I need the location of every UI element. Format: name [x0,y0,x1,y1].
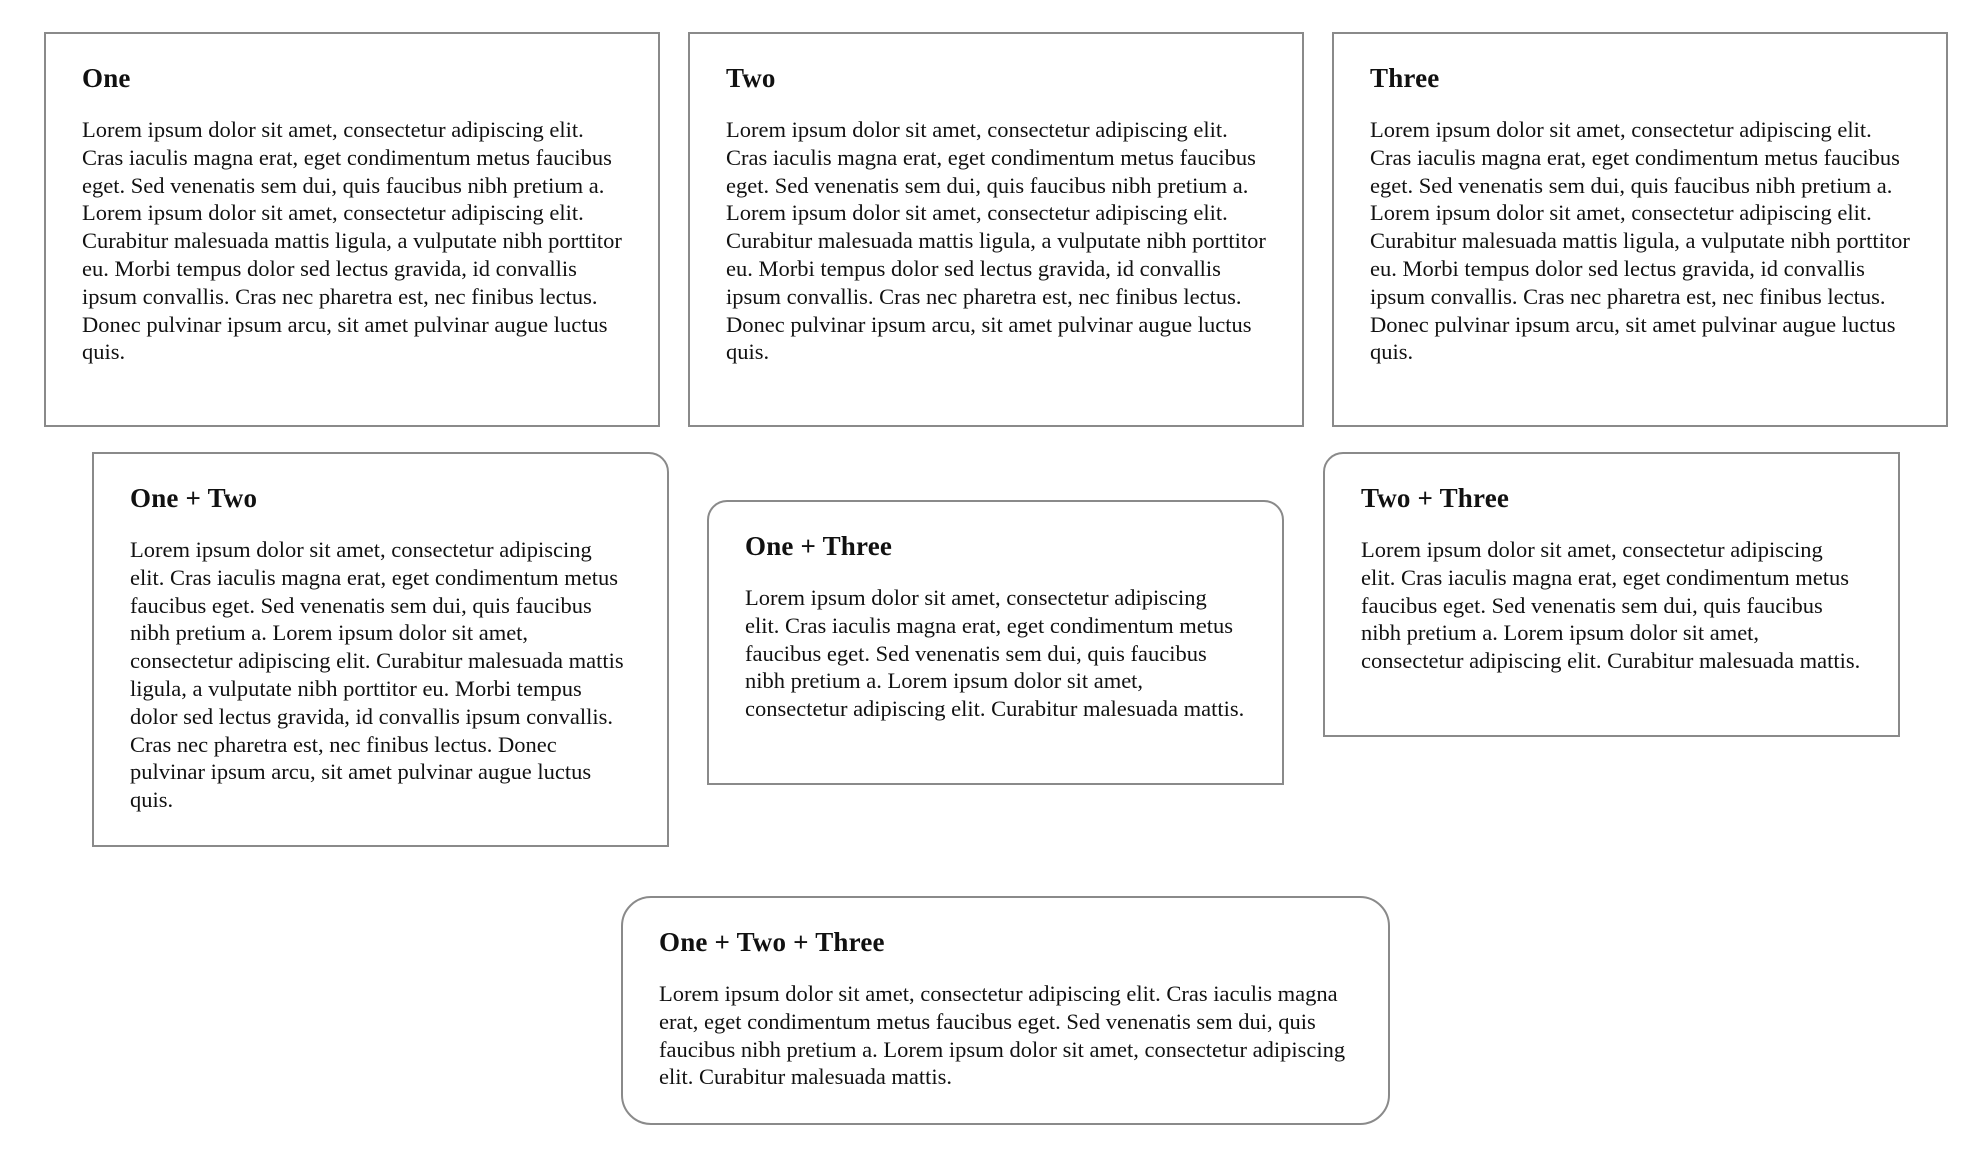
card-body: Lorem ipsum dolor sit amet, consectetur adipiscing elit. Cras iaculis magna erat, eget condimentum metus faucibus eget. Sed venenatis sem dui, quis faucibus nibh pretium a. Lorem ipsum dolor sit amet, consectetur adipiscing elit. Curabitur malesuada mattis ligula, a vulputate nibh porttitor eu. Morbi tempus dolor sed lectus gravida, id convallis ipsum convallis. Cras nec pharetra est, nec finibus lectus. Donec pulvinar ipsum arcu, sit amet pulvinar augue luctus quis. [82,117,622,365]
card-title: One + Two + Three [659,927,885,957]
card-two [688,32,1304,427]
card-one-two [92,452,669,847]
card-body: Lorem ipsum dolor sit amet, consectetur adipiscing elit. Cras iaculis magna erat, eget condimentum metus faucibus eget. Sed venenatis sem dui, quis faucibus nibh pretium a. Lorem ipsum dolor sit amet, consectetur adipiscing elit. Curabitur malesuada mattis. [659,981,1346,1090]
card-title: Two [726,63,776,93]
card-one-two-three [621,896,1390,1125]
card-one [44,32,660,427]
card-one-three [707,500,1284,785]
card-title: Three [1370,63,1440,93]
card-three [1332,32,1948,427]
card-body: Lorem ipsum dolor sit amet, consectetur adipiscing elit. Cras iaculis magna erat, eget condimentum metus faucibus eget. Sed venenatis sem dui, quis faucibus nibh pretium a. Lorem ipsum dolor sit amet, consectetur adipiscing elit. Curabitur malesuada mattis ligula, a vulputate nibh porttitor eu. Morbi tempus dolor sed lectus gravida, id convallis ipsum convallis. Cras nec pharetra est, nec finibus lectus. Donec pulvinar ipsum arcu, sit amet pulvinar augue luctus quis. [130,537,624,813]
card-body: Lorem ipsum dolor sit amet, consectetur adipiscing elit. Cras iaculis magna erat, eget condimentum metus faucibus eget. Sed venenatis sem dui, quis faucibus nibh pretium a. Lorem ipsum dolor sit amet, consectetur adipiscing elit. Curabitur malesuada mattis ligula, a vulputate nibh porttitor eu. Morbi tempus dolor sed lectus gravida, id convallis ipsum convallis. Cras nec pharetra est, nec finibus lectus. Donec pulvinar ipsum arcu, sit amet pulvinar augue luctus quis. [726,117,1266,365]
card-title: One [82,63,131,93]
card-body: Lorem ipsum dolor sit amet, consectetur adipiscing elit. Cras iaculis magna erat, eget condimentum metus faucibus eget. Sed venenatis sem dui, quis faucibus nibh pretium a. Lorem ipsum dolor sit amet, consectetur adipiscing elit. Curabitur malesuada mattis. [745,585,1245,722]
card-body: Lorem ipsum dolor sit amet, consectetur adipiscing elit. Cras iaculis magna erat, eget condimentum metus faucibus eget. Sed venenatis sem dui, quis faucibus nibh pretium a. Lorem ipsum dolor sit amet, consectetur adipiscing elit. Curabitur malesuada mattis ligula, a vulputate nibh porttitor eu. Morbi tempus dolor sed lectus gravida, id convallis ipsum convallis. Cras nec pharetra est, nec finibus lectus. Donec pulvinar ipsum arcu, sit amet pulvinar augue luctus quis. [1370,117,1910,365]
card-title: One + Two [130,483,258,513]
card-two-three [1323,452,1900,737]
card-title: One + Three [745,531,893,561]
card-body: Lorem ipsum dolor sit amet, consectetur adipiscing elit. Cras iaculis magna erat, eget condimentum metus faucibus eget. Sed venenatis sem dui, quis faucibus nibh pretium a. Lorem ipsum dolor sit amet, consectetur adipiscing elit. Curabitur malesuada mattis. [1361,537,1861,674]
card-title: Two + Three [1361,483,1510,513]
